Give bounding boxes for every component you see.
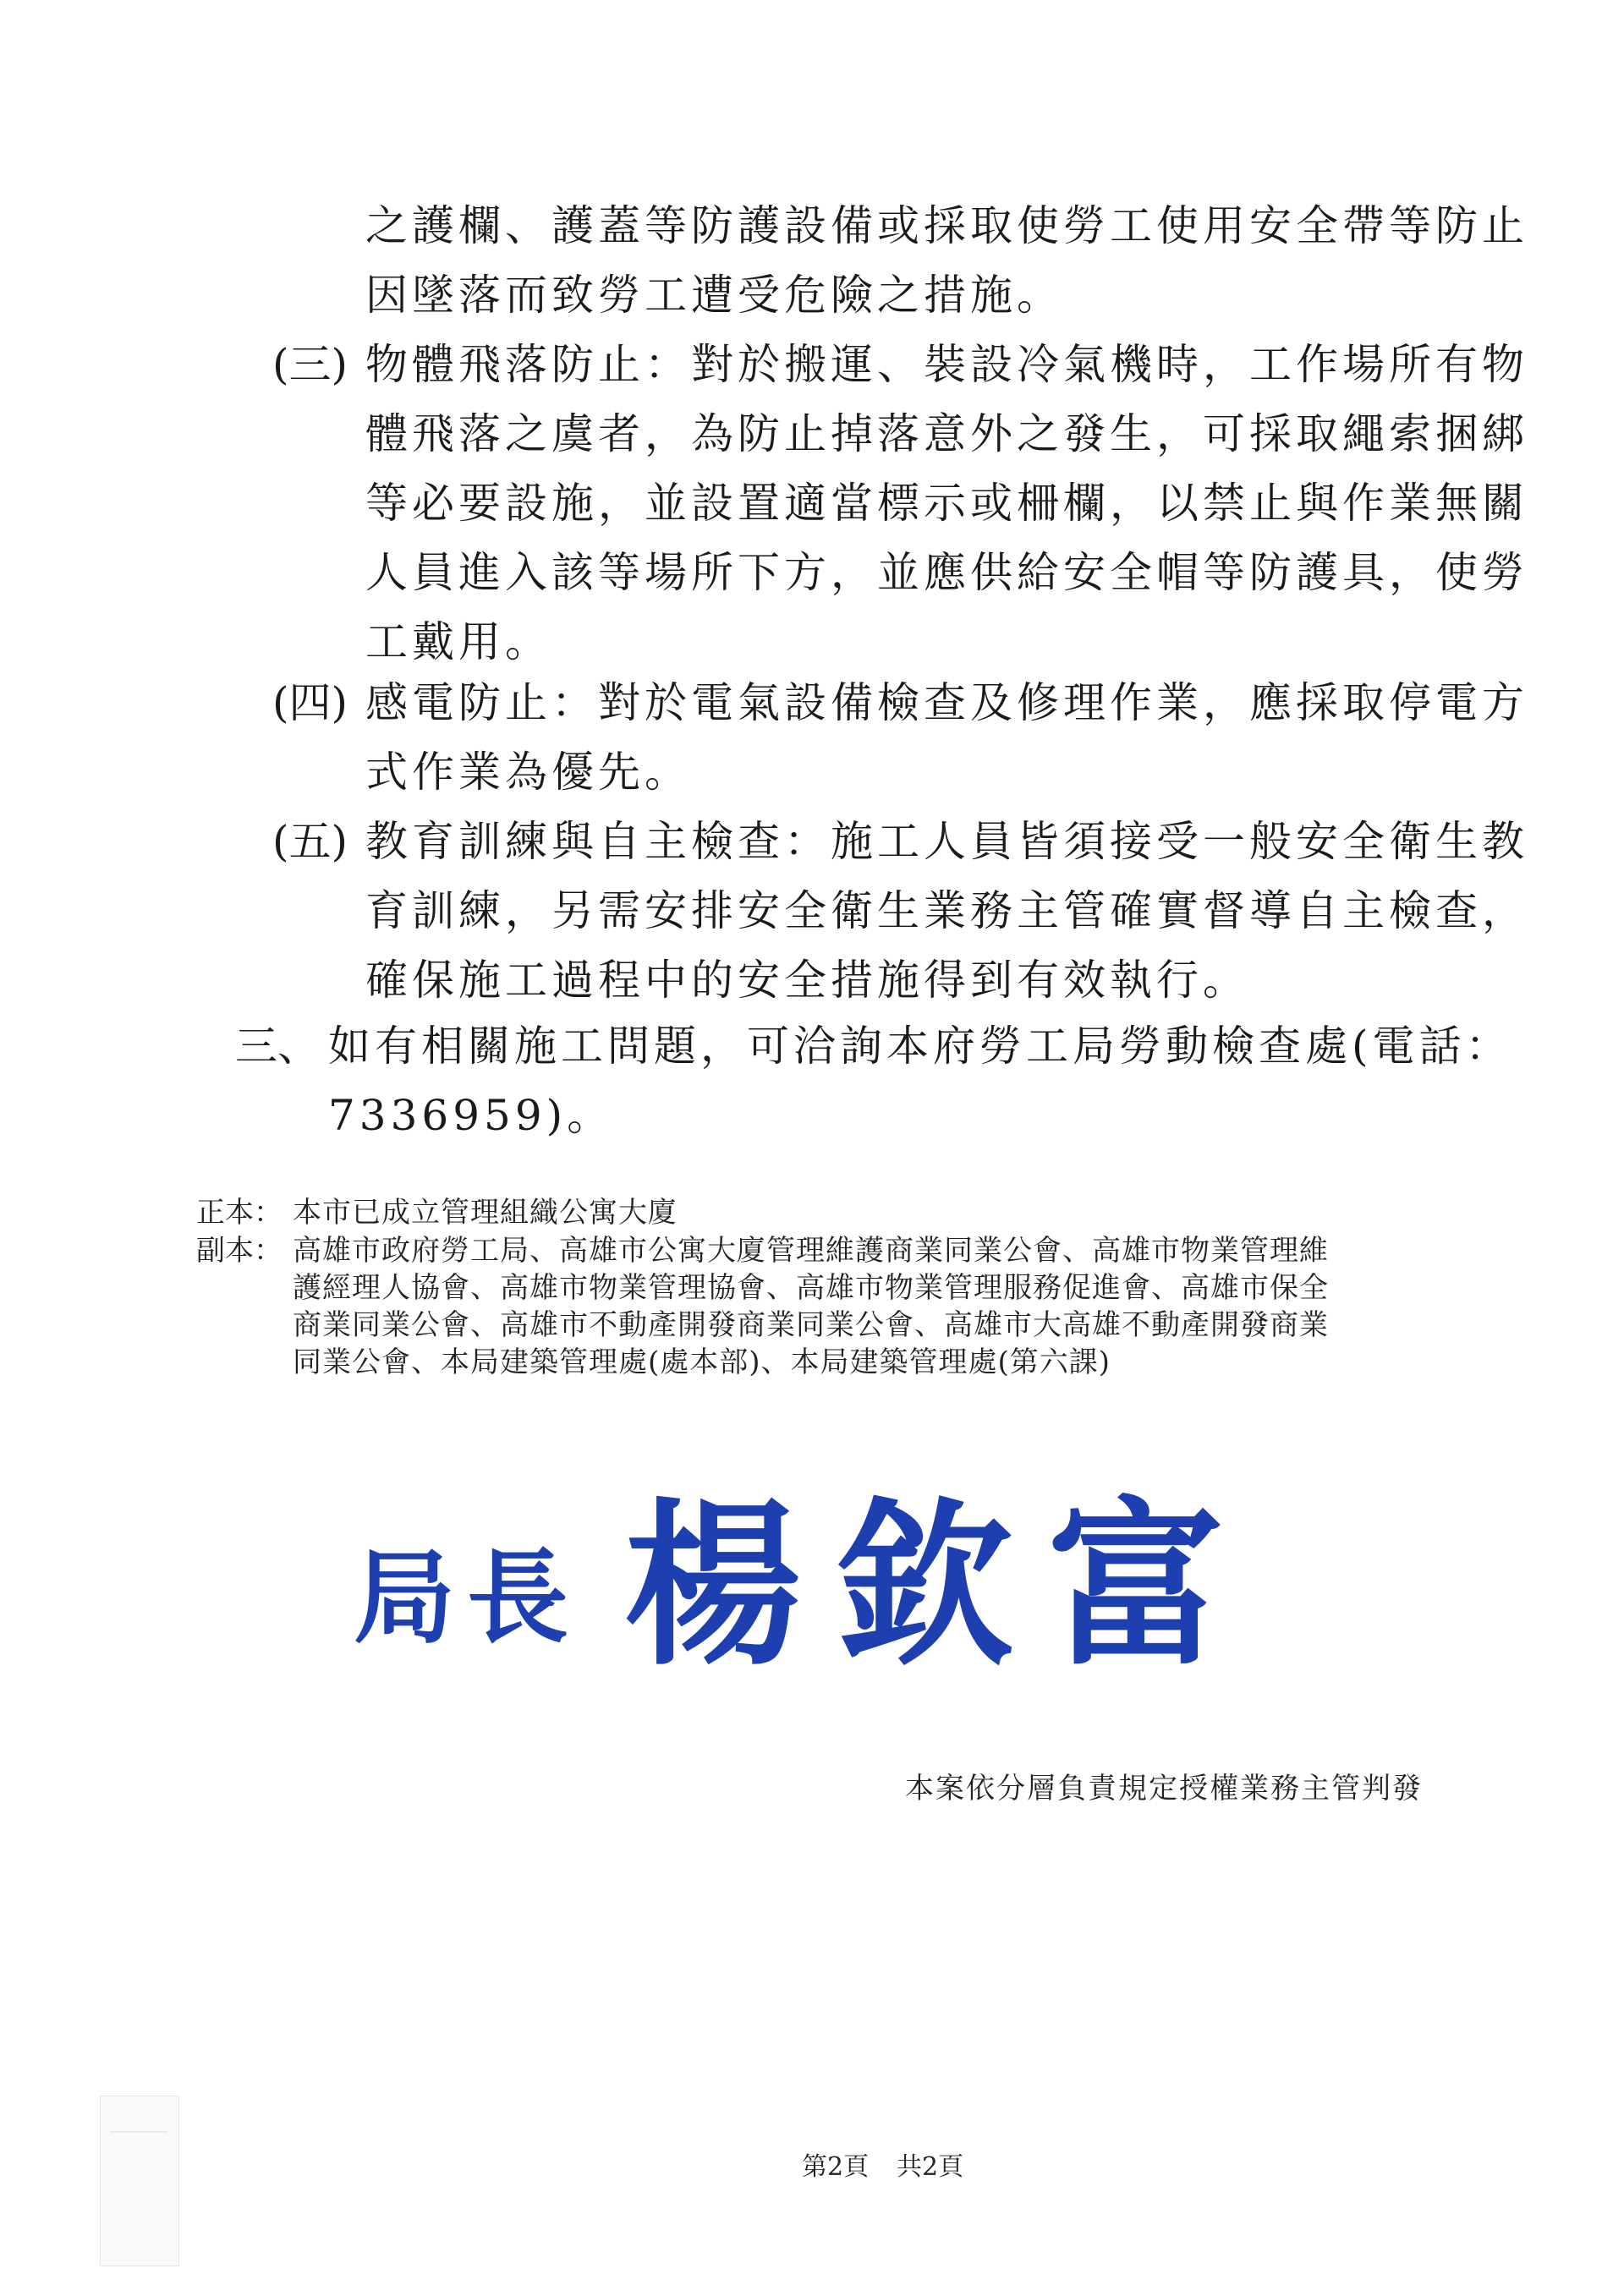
scan-artifact [110,2131,167,2133]
original-recipient-label: 正本： [196,1196,283,1230]
body-line: 確保施工過程中的安全措施得到有效執行。 [365,956,1249,1005]
body-line: 7336959)。 [328,1091,614,1140]
body-line: 物體飛落防止：對於搬運、裝設冷氣機時，工作場所有物 [365,340,1528,389]
signature-title-stamp: 局長 [354,1538,580,1658]
body-line: 之護欄、護蓋等防護設備或採取使勞工使用安全帶等防止 [365,201,1528,250]
authorization-note: 本案依分層負責規定授權業務主管判發 [905,1772,1423,1806]
copy-recipient-line: 同業公會、本局建築管理處(處本部)、本局建築管理處(第六課) [293,1345,1111,1379]
copy-recipient-label: 副本： [196,1234,283,1268]
item-label-3: (三) [272,340,348,389]
original-recipient: 本市已成立管理組織公寓大廈 [293,1196,678,1230]
body-line: 育訓練，另需安排安全衛生業務主管確實督導自主檢查， [365,886,1528,935]
signature-name-stamp: 楊欽富 [624,1481,1259,1690]
body-line: 人員進入該等場所下方，並應供給安全帽等防護具，使勞 [365,548,1528,597]
copy-recipient-line: 護經理人協會、高雄市物業管理協會、高雄市物業管理服務促進會、高雄市保全 [293,1271,1329,1305]
body-line: 式作業為優先。 [365,748,691,797]
body-line: 感電防止：對於電氣設備檢查及修理作業，應採取停電方 [365,678,1528,727]
section-label-3: 三、 [235,1022,320,1071]
body-line: 因墜落而致勞工遭受危險之措施。 [365,271,1063,320]
body-line: 等必要設施，並設置適當標示或柵欄，以禁止與作業無關 [365,479,1528,528]
footer-page-number: 第2頁 [802,2152,870,2182]
copy-recipient-line: 高雄市政府勞工局、高雄市公寓大廈管理維護商業同業公會、高雄市物業管理維 [293,1234,1329,1268]
body-line: 工戴用。 [365,617,551,666]
copy-recipient-line: 商業同業公會、高雄市不動產開發商業同業公會、高雄市大高雄不動產開發商業 [293,1308,1329,1342]
body-line: 教育訓練與自主檢查：施工人員皆須接受一般安全衛生教 [365,817,1528,866]
scan-stamp-mark [100,2096,179,2266]
footer-page-total: 共2頁 [897,2152,964,2182]
body-line: 如有相關施工問題，可洽詢本府勞工局勞動檢查處(電話： [328,1022,1512,1071]
item-label-4: (四) [272,678,348,727]
item-label-5: (五) [272,817,348,866]
body-line: 體飛落之虞者，為防止掉落意外之發生，可採取繩索捆綁 [365,409,1528,458]
